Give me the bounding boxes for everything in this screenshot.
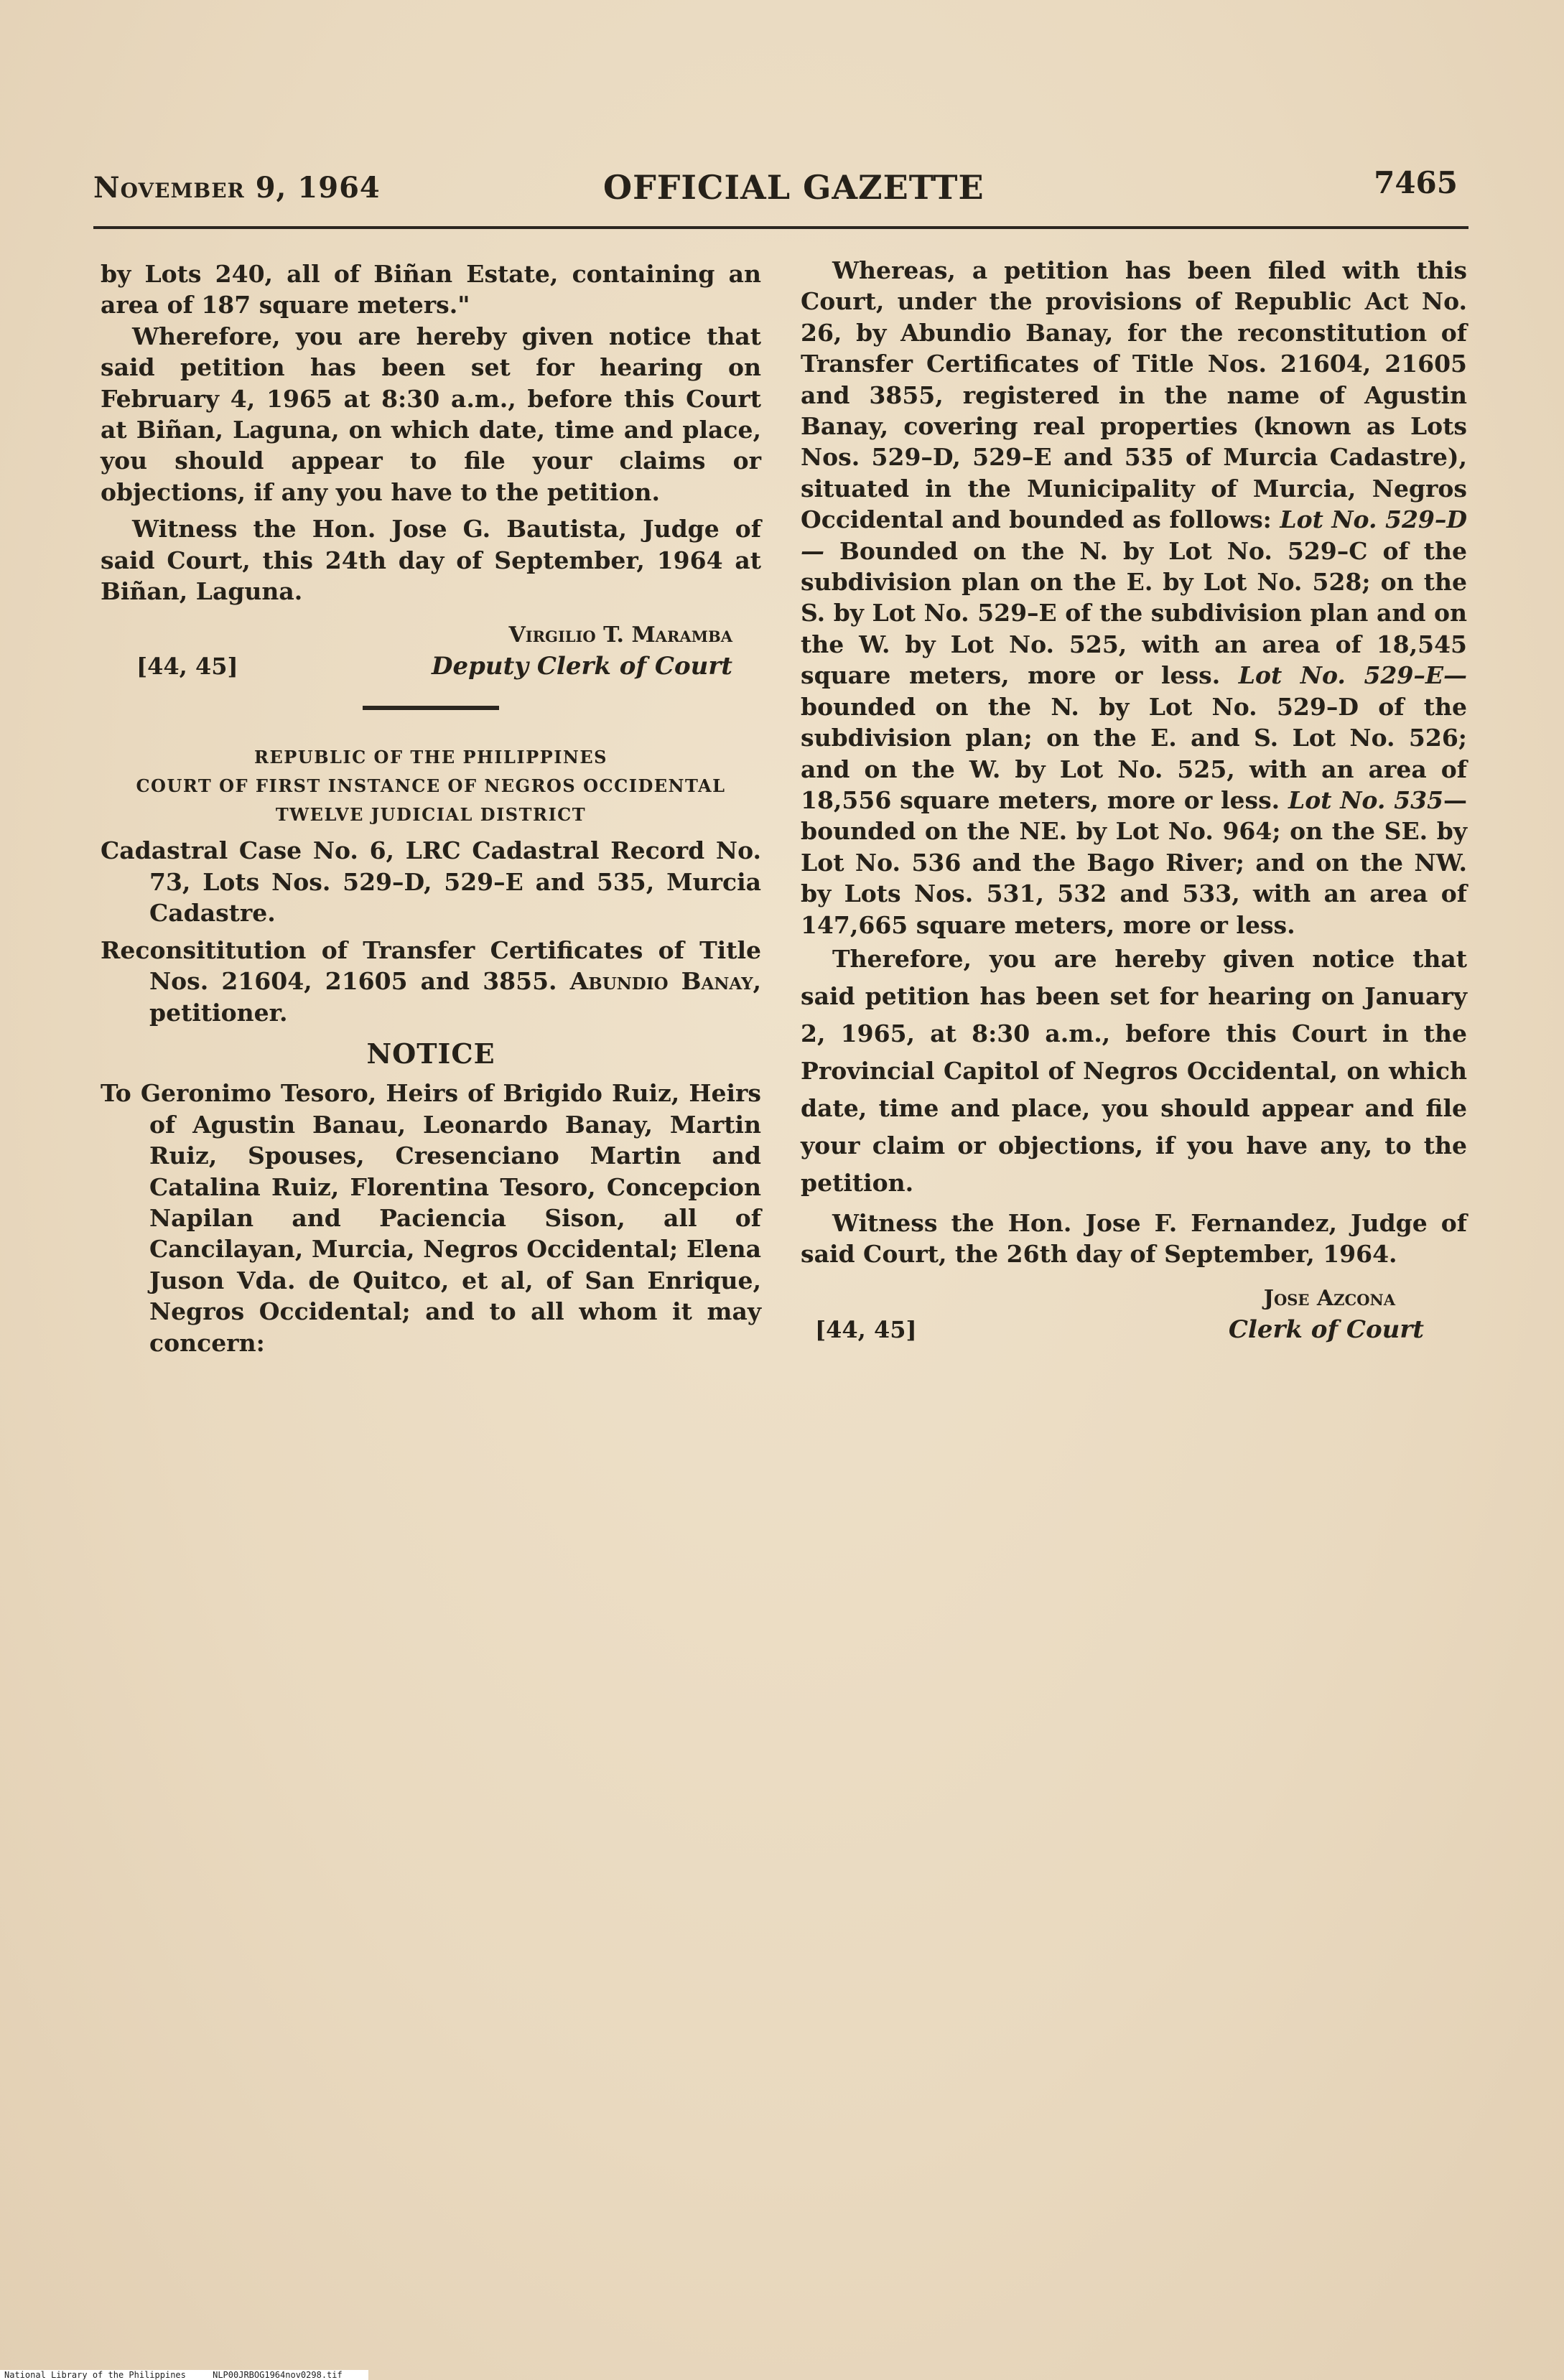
court-heading bbox=[101, 743, 761, 829]
publication-title: OFFICIAL GAZETTE bbox=[603, 168, 985, 207]
lot-529e-bounds: bounded on the N. by Lot No. 529–D of the subdivision plan; on the E. and S. Lot No. 526; and on the W. by Lot No. 525, with an area of 18,556 square meters, more or less. bbox=[801, 692, 1467, 814]
right-signatory-name: Jose Azcona bbox=[1263, 1285, 1395, 1311]
signatory-title: Deputy Clerk of Court bbox=[431, 652, 732, 681]
section-divider bbox=[363, 706, 499, 710]
right-paragraph-1 bbox=[801, 255, 1467, 941]
lot-529e-label: Lot No. 529–E— bbox=[1238, 661, 1467, 690]
notice-addressees: To Geronimo Tesoro, Heirs of Brigido Ruiz, Heirs of Agustin Banau, Leonardo Banay, Martin Ruiz, Spouses, Cresenciano Martin and Catalina Ruiz, Florentina Tesoro, Concepcion Napilan and Paciencia Sison, all of Cancilayan, Murcia, Negros Occidental; Elena Juson Vda. de Quitco, et al, of San Enrique, Negros Occidental; and to all whom it may concern: bbox=[101, 1079, 761, 1357]
petitioner-label: petitioner. bbox=[149, 998, 288, 1027]
reconstitution-text: Reconsititution of Transfer Certificates of Title Nos. 21604, 21605 and 3855. bbox=[101, 935, 761, 996]
court-heading-line-2: COURT OF FIRST INSTANCE OF NEGROS OCCIDENTAL bbox=[136, 775, 726, 797]
right-column bbox=[801, 255, 1467, 1348]
court-heading-line-1: REPUBLIC OF THE PHILIPPINES bbox=[254, 747, 608, 768]
right-signatory-title: Clerk of Court bbox=[1228, 1315, 1424, 1344]
notice-title: NOTICE bbox=[366, 1037, 495, 1070]
petitioner-name: Abundio Banay, bbox=[569, 967, 761, 996]
right-paragraph-3: Witness the Hon. Jose F. Fernandez, Judge of said Court, the 26th day of September, 1964. bbox=[801, 1208, 1467, 1269]
right-signature-block bbox=[801, 1283, 1467, 1348]
scan-footer bbox=[0, 2370, 368, 2380]
header-rule bbox=[93, 226, 1468, 229]
left-paragraph-2: Wherefore, you are hereby given notice that said petition has been set for hearing on February 4, 1965 at 8:30 a.m., before this Court at Biñan, Laguna, on which date, time and place, you should appear to file your claims or objections, if any you have to the petition. bbox=[101, 322, 761, 506]
left-paragraph-3: Witness the Hon. Jose G. Bautista, Judge of said Court, this 24th day of September, 1964 at Biñan, Laguna. bbox=[101, 515, 761, 606]
reconstitution-caption bbox=[101, 935, 761, 1028]
court-heading-line-3: TWELVE JUDICIAL DISTRICT bbox=[275, 804, 587, 826]
petition-text: Whereas, a petition has been filed with this Court, under the provisions of Republic Act No. 26, by Abundio Banay, for the reconstitution of Transfer Certificates of Title Nos. 21604, 21605 and 3855, registered in the name of Agustin Banay, covering real properties (known as Lots Nos. 529–D, 529–E and 535 of Murcia Cadastre), situated in the Municipality of Murcia, Negros Occidental and bounded as follows: bbox=[801, 256, 1467, 534]
left-signature-block bbox=[101, 620, 761, 684]
right-paragraph-2: Therefore, you are hereby given notice that said petition has been set for hearing on January 2, 1965, at 8:30 a.m., before this Court in the Provincial Capitol of Negros Occidental, on which date, time and place, you should appear and file your claim or objections, if you have any, to the petition. bbox=[801, 944, 1467, 1197]
left-column bbox=[101, 258, 761, 1358]
left-paragraph-1: by Lots 240, all of Biñan Estate, containing an area of 187 square meters." bbox=[101, 260, 761, 319]
page-header bbox=[93, 165, 1458, 215]
footer-file: NLP00JRBOG1964nov0298.tif bbox=[213, 2370, 343, 2380]
right-reference-number: [44, 45] bbox=[815, 1315, 917, 1343]
lot-529d-label: Lot No. 529–D— bbox=[801, 505, 1467, 565]
reference-number: [44, 45] bbox=[136, 653, 238, 681]
signatory-name: Virgilio T. Maramba bbox=[508, 622, 732, 648]
footer-library: National Library of the Philippines bbox=[4, 2370, 186, 2380]
page-number: 7465 bbox=[1374, 165, 1458, 200]
lot-535-label: Lot No. 535 bbox=[1288, 785, 1443, 814]
lot-535-bounds: —bounded on the NE. by Lot No. 964; on the SE. by Lot No. 536 and the Bago River; and on the NW. by Lots Nos. 531, 532 and 533, with an area of 147,665 square meters, more or less. bbox=[801, 785, 1467, 939]
issue-date: November 9, 1964 bbox=[93, 171, 381, 205]
lot-529d-bounds: Bounded on the N. by Lot No. 529–C of the subdivision plan on the E. by Lot No. 528; on the S. by Lot No. 529–E of the subdivision plan and on the W. by Lot No. 525, with an area of 18,545 square meters, more or less. bbox=[801, 536, 1467, 690]
case-caption: Cadastral Case No. 6, LRC Cadastral Record No. 73, Lots Nos. 529–D, 529–E and 535, Murcia Cadastre. bbox=[101, 836, 761, 928]
